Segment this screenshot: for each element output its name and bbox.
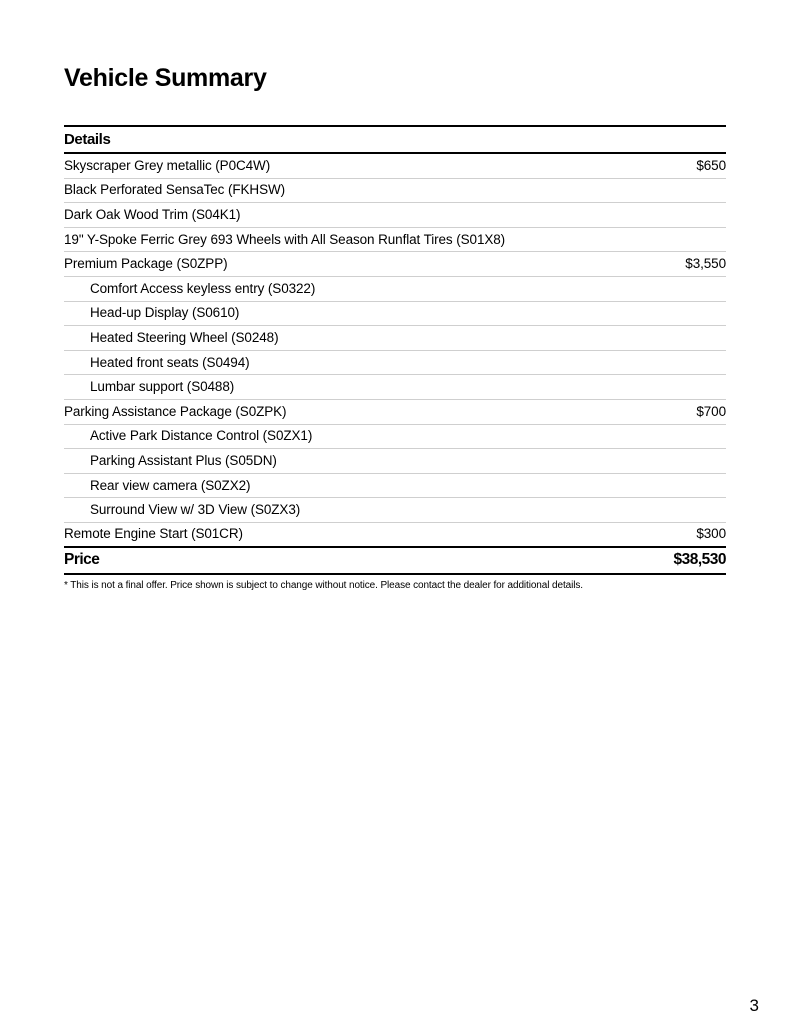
package-subitem-row	[64, 326, 726, 351]
package-subitem-row	[64, 351, 726, 376]
option-label: Lumbar support (S0488)	[90, 379, 235, 395]
option-label: Skyscraper Grey metallic (P0C4W)	[64, 157, 271, 173]
option-label: Head-up Display (S0610)	[90, 305, 240, 321]
option-item-row	[64, 203, 726, 228]
package-subitem-row	[64, 498, 726, 523]
package-subitem-row	[64, 375, 726, 400]
option-item-row	[64, 400, 726, 425]
option-item-row	[64, 179, 726, 204]
option-label: Remote Engine Start (S01CR)	[64, 526, 243, 542]
package-subitem-row	[64, 425, 726, 450]
option-label: Rear view camera (S0ZX2)	[90, 477, 251, 493]
page-title: Vehicle Summary	[64, 64, 267, 92]
option-price: $3,550	[685, 256, 726, 272]
option-label: Active Park Distance Control (S0ZX1)	[90, 428, 313, 444]
page-number: 3	[749, 996, 759, 1015]
package-subitem-row	[64, 302, 726, 327]
package-subitem-row	[64, 277, 726, 302]
vehicle-summary-table	[64, 125, 726, 575]
option-item-row	[64, 154, 726, 179]
total-price-value: $38,530	[673, 551, 726, 568]
option-label: Heated Steering Wheel (S0248)	[90, 329, 279, 345]
option-label: Heated front seats (S0494)	[90, 354, 250, 370]
option-item-row	[64, 252, 726, 277]
package-subitem-row	[64, 474, 726, 499]
details-header	[64, 127, 726, 154]
option-label: Comfort Access keyless entry (S0322)	[90, 280, 316, 296]
option-item-row	[64, 228, 726, 253]
total-price-label: Price	[64, 551, 100, 568]
option-label: Black Perforated SensaTec (FKHSW)	[64, 182, 286, 198]
option-label: Parking Assistant Plus (S05DN)	[90, 452, 277, 468]
total-price-row	[64, 548, 726, 575]
option-label: Parking Assistance Package (S0ZPK)	[64, 403, 287, 419]
package-subitem-row	[64, 449, 726, 474]
option-price: $700	[696, 403, 726, 419]
option-label: Surround View w/ 3D View (S0ZX3)	[90, 502, 301, 518]
option-label: Dark Oak Wood Trim (S04K1)	[64, 206, 241, 222]
disclaimer-text: * This is not a final offer. Price shown is subject to change without notice. Please contact the dealer for additional details.	[64, 580, 583, 591]
option-price: $650	[696, 157, 726, 173]
details-header-label: Details	[64, 130, 111, 148]
option-label: 19" Y-Spoke Ferric Grey 693 Wheels with All Season Runflat Tires (S01X8)	[64, 231, 506, 247]
details-list	[64, 154, 726, 548]
option-price: $300	[696, 526, 726, 542]
option-label: Premium Package (S0ZPP)	[64, 256, 228, 272]
option-item-row	[64, 523, 726, 548]
